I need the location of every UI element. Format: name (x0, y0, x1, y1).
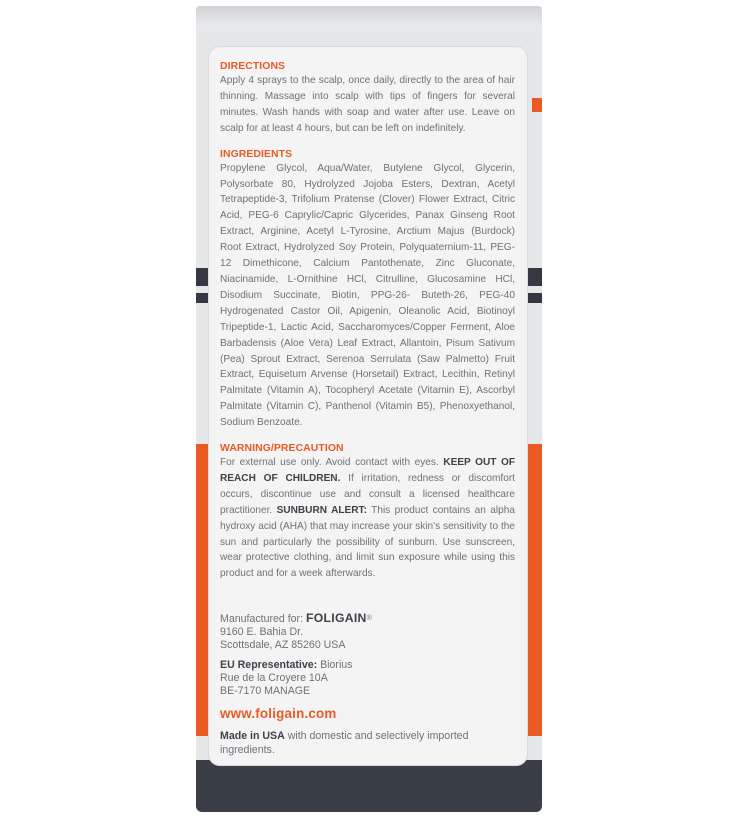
ingredients-text: Propylene Glycol, Aqua/Water, Butylene Glycol, Glycerin, Polysorbate 80, Hydrolyzed Jojoba Esters, Dextran, Acetyl Tetrapeptide-3, Trifolium Pratense (Clover) Flower Extract, Citric Acid, PEG-6 Caprylic/Capric Glycerides, Panax Ginseng Root Extract, Arginine, Acetyl L-Tyrosine, Arctium Majus (Burdock) Root Extract, Hydrolyzed Soy Protein, Polyquaternium-11, PEG-12 Dimethicone, Calcium Pantothenate, Zinc Gluconate, Niacinamide, L-Ornithine HCl, Citrulline, Glucosamine HCl, Disodium Succinate, Biotin, PPG-26- Buteth-26, PEG-40 Hydrogenated Castor Oil, Apigenin, Oleanolic Acid, Biotinoyl Tripeptide-1, Lactic Acid, Saccharomyces/Copper Ferment, Aloe Barbadensis (Aloe Vera) Leaf Extract, Allantoin, Pisum Sativum (Pea) Sprout Extract, Serenoa Serrulata (Saw Palmetto) Fruit Extract, Equisetum Arvense (Horsetail) Extract, Lecithin, Retinyl Palmitate (Vitamin A), Tocopheryl Acetate (Vitamin E), Ascorbyl Palmitate (Vitamin C), Panthenol (Vitamin B5), Phenoxyethanol, Sodium Benzoate. (220, 162, 515, 429)
ingredients-heading: INGREDIENTS (220, 148, 293, 160)
made-in-usa-note: Made in USA with domestic and selectively imported ingredients. (220, 730, 469, 756)
manufacturer-block: Manufactured for: FOLIGAIN® 9160 E. Bahia Dr. Scottsdale, AZ 85260 USA (220, 612, 516, 653)
registered-mark: ® (366, 615, 372, 622)
box-bottom-band (196, 760, 542, 812)
website-link[interactable]: www.foligain.com (220, 706, 337, 721)
orange-side-stripe (532, 98, 542, 112)
manufacturer-address-1: 9160 E. Bahia Dr. (220, 626, 304, 639)
eu-rep-label: EU Representative: (220, 659, 318, 671)
warning-heading: WARNING/PRECAUTION (220, 443, 344, 455)
sunburn-alert-label: SUNBURN ALERT: (276, 504, 367, 516)
directions-heading: DIRECTIONS (220, 61, 286, 72)
directions-text: Apply 4 sprays to the scalp, once daily, directly to the area of hair thinning. Massage into scalp with tips of fingers for several minutes. Wash hands with soap and water after use. Leave on scalp for at least 4 hours, but can be left on indefinitely. (220, 75, 515, 134)
keep-out-of-reach-notice: KEEP OUT OF REACH OF CHILDREN. (220, 457, 515, 484)
box-top-edge (196, 6, 542, 26)
eu-rep-address-1: Rue de la Croyere 10A (220, 672, 328, 685)
warning-text: For external use only. Avoid contact with eyes. KEEP OUT OF REACH OF CHILDREN. If irritation, redness or discomfort occurs, discontinue use and consult a licensed healthcare practitioner. SUNBURN ALERT: This product contains an alpha hydroxy acid (AHA) that may increase your skin's sensitivity to the sun and particularly the possibility of sunburn. Use sunscreen, wear protective clothing, and limit sun exposure while using this product and for a week afterwards. (220, 457, 515, 580)
eu-representative-block: EU Representative: Biorius Rue de la Croyere 10A BE-7170 MANAGE (220, 659, 516, 699)
brand-name: FOLIGAIN (305, 611, 367, 625)
eu-rep-address-2: BE-7170 MANAGE (220, 685, 311, 698)
manufacturer-address-2: Scottsdale, AZ 85260 USA (220, 639, 346, 652)
info-label-panel (208, 46, 528, 766)
